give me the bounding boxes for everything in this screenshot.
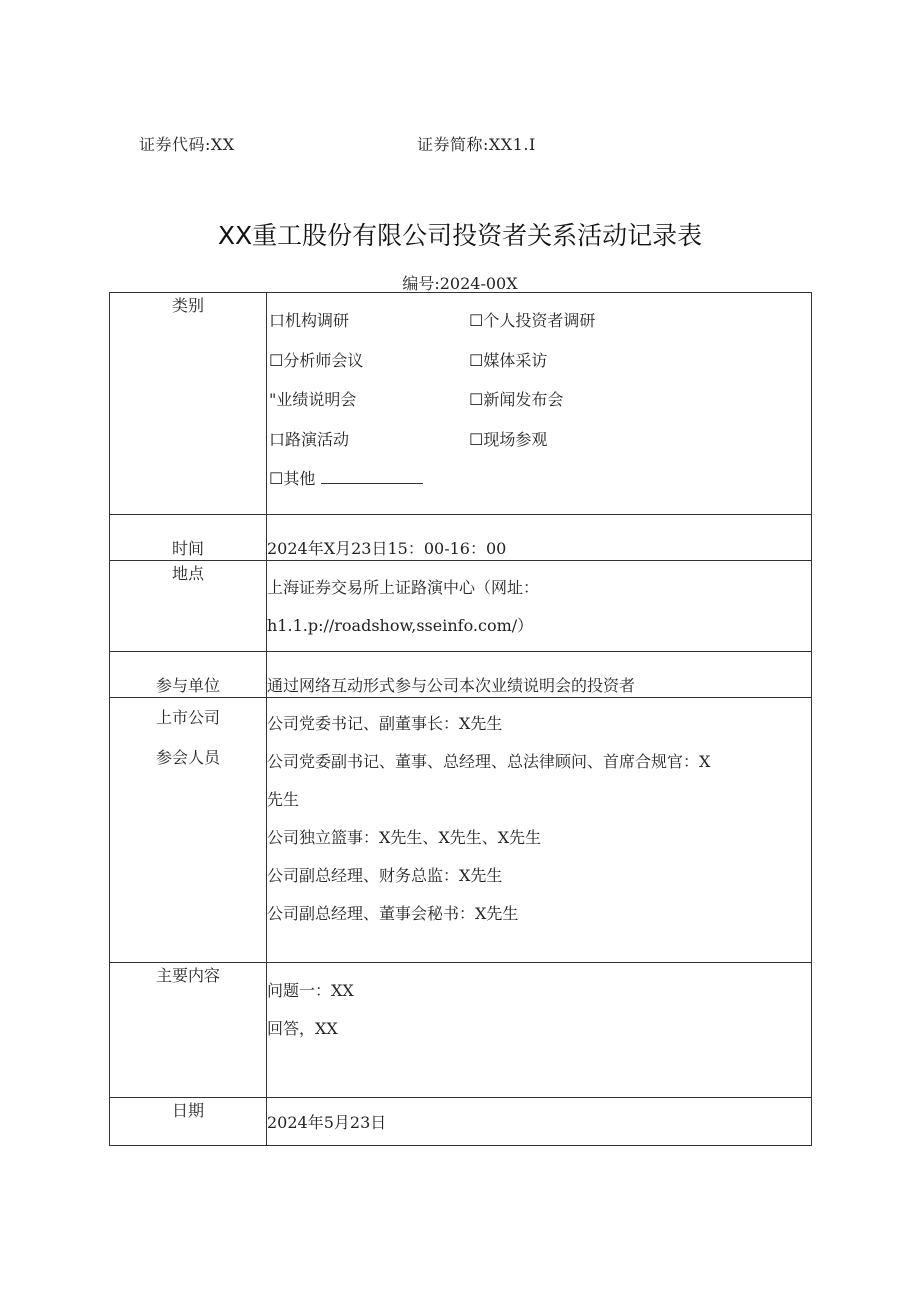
row-date bbox=[110, 1098, 812, 1146]
time-label: 时间 bbox=[110, 515, 267, 561]
row-category bbox=[110, 293, 812, 515]
option-site-visit[interactable]: ☐现场参观 bbox=[469, 429, 548, 449]
participants-value: 通过网络互动形式参与公司本次业绩说明会的投资者 bbox=[267, 652, 812, 698]
serial-number: 编号:2024-00X bbox=[402, 274, 518, 293]
record-table bbox=[109, 292, 812, 1146]
place-line-1: 上海证券交易所上证路演中心（网址： bbox=[267, 578, 540, 597]
stock-abbreviation: 证券简称:XX1.I bbox=[417, 135, 536, 154]
option-other[interactable]: ☐其他 bbox=[269, 459, 469, 499]
content-value bbox=[267, 963, 812, 1098]
document-title: XX重工股份有限公司投资者关系活动记录表 bbox=[217, 221, 703, 250]
attendee-line: 公司党委书记、副董事长：X先生 bbox=[267, 714, 503, 733]
row-main-content bbox=[110, 963, 812, 1098]
place-value bbox=[267, 561, 812, 652]
date-value: 2024年5月23日 bbox=[267, 1098, 812, 1146]
row-participants bbox=[110, 652, 812, 698]
other-blank-line bbox=[321, 469, 423, 484]
attendees-label bbox=[110, 698, 267, 963]
attendee-line: 先生 bbox=[267, 790, 300, 809]
row-place bbox=[110, 561, 812, 652]
option-earnings-presentation[interactable]: "业绩说明会 bbox=[269, 390, 357, 409]
time-value: 2024年X月23日15：00-16：00 bbox=[267, 515, 812, 561]
attendee-line: 公司党委副书记、董事、总经理、总法律顾问、首席合规官：X bbox=[267, 752, 711, 771]
attendee-line: 公司副总经理、董事会秘书：X先生 bbox=[267, 904, 519, 923]
attendee-line: 公司独立篮事：X先生、X先生、X先生 bbox=[267, 828, 542, 847]
row-time bbox=[110, 515, 812, 561]
participants-label: 参与单位 bbox=[110, 652, 267, 698]
category-label: 类别 bbox=[110, 293, 267, 515]
attendees-label-line-2: 参会人员 bbox=[155, 748, 220, 767]
option-analyst-meeting[interactable]: ☐分析师会议 bbox=[269, 350, 364, 370]
answer-line: 回答，XX bbox=[267, 1019, 338, 1038]
category-options bbox=[267, 293, 812, 515]
place-label: 地点 bbox=[110, 561, 267, 652]
date-label: 日期 bbox=[110, 1098, 267, 1146]
option-media-interview[interactable]: ☐媒体采访 bbox=[469, 350, 548, 370]
option-institution-survey[interactable]: 口机构调研 bbox=[269, 311, 350, 330]
option-press-conference[interactable]: ☐新闻发布会 bbox=[469, 390, 564, 409]
attendees-label-line-1: 上市公司 bbox=[155, 708, 220, 727]
option-roadshow[interactable]: 口路演活动 bbox=[269, 429, 350, 449]
content-label: 主要内容 bbox=[110, 963, 267, 1098]
question-line: 问题一：XX bbox=[267, 981, 354, 1000]
option-individual-investor-survey[interactable]: ☐个人投资者调研 bbox=[469, 311, 596, 330]
stock-code: 证券代码:XX bbox=[139, 135, 235, 154]
row-attendees bbox=[110, 698, 812, 963]
attendees-value bbox=[267, 698, 812, 963]
attendee-line: 公司副总经理、财务总监：X先生 bbox=[267, 866, 503, 885]
place-line-2: h1.1.p://roadshow,sseinfo.com/） bbox=[267, 616, 534, 635]
